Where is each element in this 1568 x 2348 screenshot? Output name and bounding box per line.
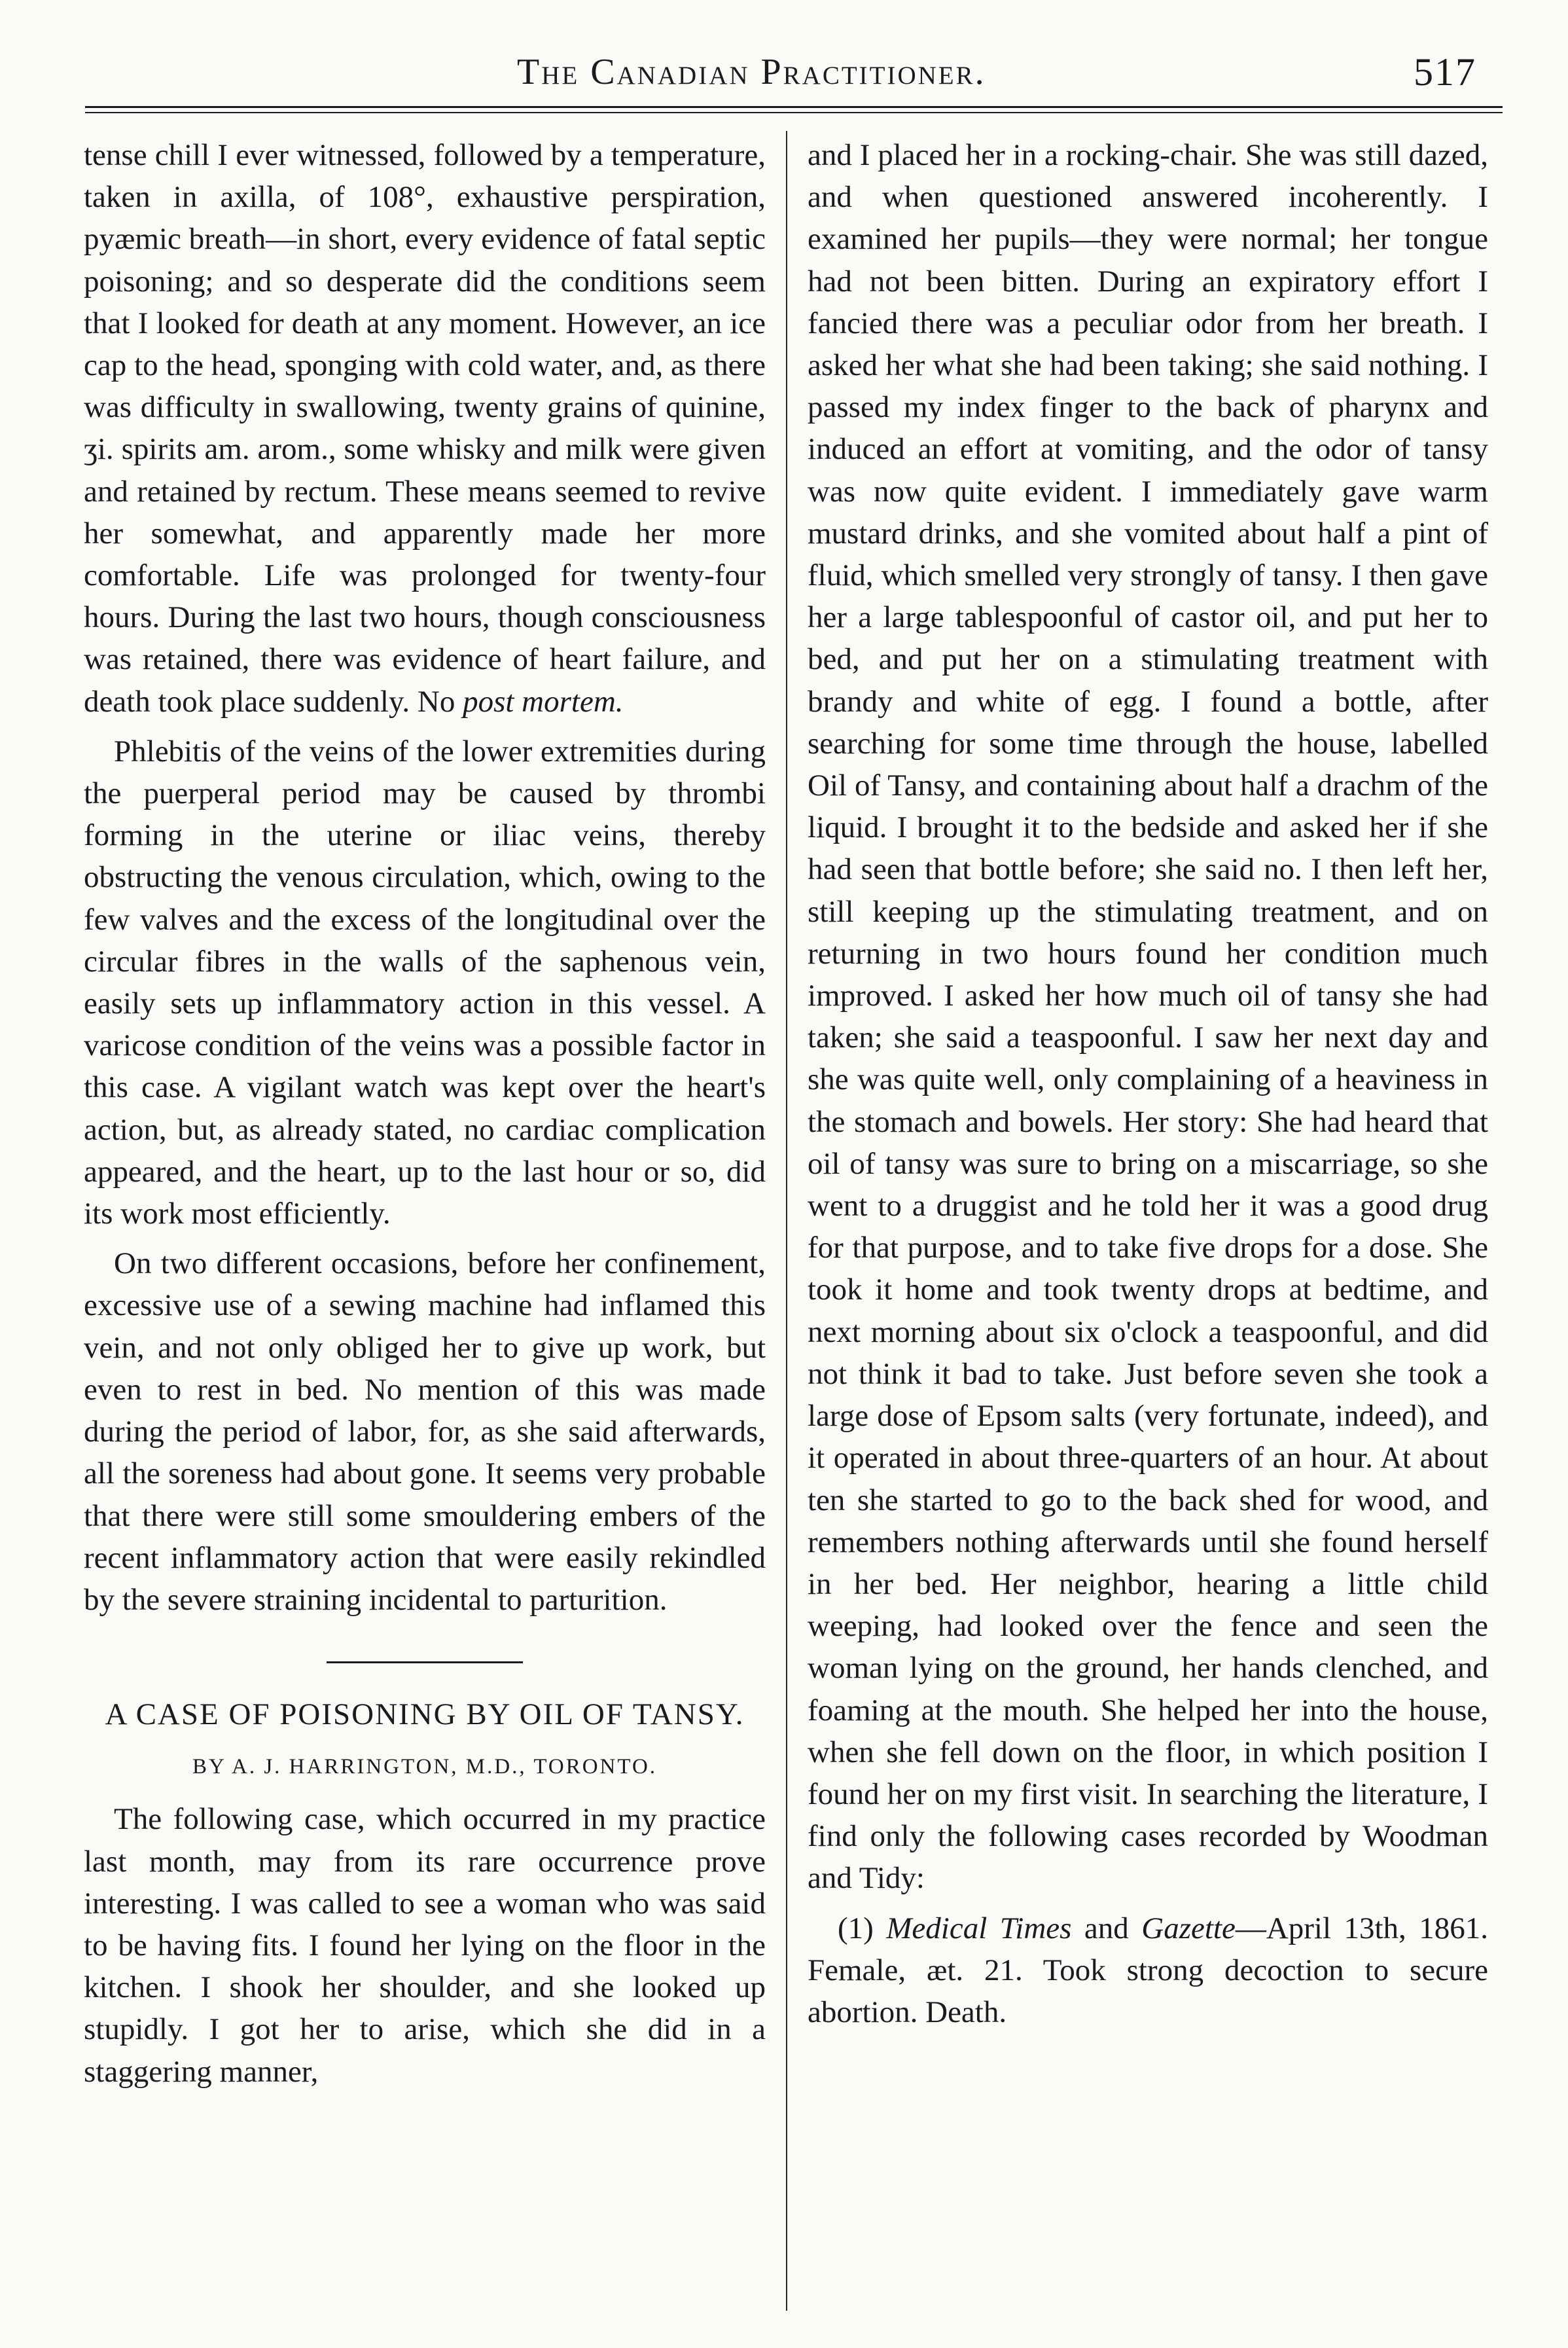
paragraph-text: tense chill I ever witnessed, followed by a temperature, taken in axilla, of 108°, exhaustive perspiration, pyæmic breath—in short, every evidence of fatal septic poisoning; and so desperate did the conditions seem that I looked for death at any moment. However, an ice cap to the head, sponging with cold water, and, as there was difficulty in swallowing, twenty grains of quinine, ʒi. spirits am. arom., some whisky and milk were given and retained by rectum. These means seemed to revive her somewhat, and apparently made her more comfortable. Life was prolonged for twenty-four hours. During the last two hours, though consciousness was retained, there was evidence of heart failure, and death took place suddenly. No xyxy=(84,138,766,719)
paragraph: Phlebitis of the veins of the lower extremities during the puerperal period may be caused by thrombi forming in the uterine or iliac veins, thereby obstructing the venous circulation, which, owing to the few valves and the excess of the longitudinal over the circular fibres in the walls of the saphenous vein, easily sets up inflammatory action in this vessel. A varicose condition of the veins was a possible factor in this case. A vigilant watch was kept over the heart's action, but, as already stated, no cardiac complication appeared, and the heart, up to the last hour or so, did its work most efficiently. xyxy=(84,734,766,1231)
column-divider xyxy=(786,131,787,2311)
paragraph: and I placed her in a rocking-chair. She was still dazed, and when questioned answered incoherently. I examined her pupils—they were normal; her tongue had not been bitten. During an expiratory effort I fancied there was a peculiar odor from her breath. I asked her what she had been taking; she said nothing. I passed my index finger to the back of pharynx and induced an effort at vomiting, and the odor of tansy was now quite evident. I immediately gave warm mustard drinks, and she vomited about half a pint of fluid, which smelled very strongly of tansy. I then gave her a large tablespoonful of castor oil, and put her to bed, and put her on a stimulating treatment with brandy and white of egg. I found a bottle, after searching for some time through the house, labelled Oil of Tansy, and containing about half a drachm of the liquid. I brought it to the bedside and asked her if she had seen that bottle before; she said no. I then left her, still keeping up the stimulating treatment, and on returning in two hours found her condition much improved. I asked her how much oil of tansy she had taken; she said a teaspoonful. I saw her next day and she was quite well, only complaining of a heaviness in the stomach and bowels. Her story: She had heard that oil of tansy was sure to bring on a miscarriage, so she went to a druggist and he told her it was a good drug for that purpose, and to take five drops for a dose. She took it home and took twenty drops at bedtime, and next morning about six o'clock a teaspoonful, and did not think it bad to take. Just before seven she took a large dose of Epsom salts (very fortunate, indeed), and it operated in about three-quarters of an hour. At about ten she started to go to the back shed for wood, and remembers nothing afterwards until she found herself in her bed. Her neighbor, hearing a little child weeping, had looked over the fence and seen the woman lying on the ground, her hands clenched, and foaming at the mouth. She helped her into the house, when she fell down on the floor, in which position I found her on my first visit. In searching the literature, I find only the following cases recorded by Woodman and Tidy: xyxy=(808,138,1488,1896)
section-rule xyxy=(327,1661,523,1663)
left-column xyxy=(84,134,766,2093)
running-title: The Canadian Practitioner. xyxy=(517,52,986,92)
case-text: —April 13th, 1861. Female, æt. 21. Took strong decoction to secure abortion. Death. xyxy=(808,1911,1489,2029)
journal-name: Medical Times xyxy=(886,1911,1072,1945)
paragraph xyxy=(84,134,766,723)
header-rule xyxy=(85,106,1503,108)
right-column xyxy=(808,134,1488,2033)
case-number: (1) xyxy=(838,1911,874,1945)
journal-name: Gazette xyxy=(1141,1911,1236,1945)
page-header xyxy=(85,26,1503,111)
header-rule-thin xyxy=(85,112,1503,113)
article-title: A CASE OF POISONING BY OIL OF TANSY. xyxy=(105,1697,745,1732)
italic-text: post mortem. xyxy=(463,684,624,719)
page-number: 517 xyxy=(1414,50,1476,94)
paragraph: On two different occasions, before her confinement, excessive use of a sewing machine had inflamed this vein, and not only obliged her to give up work, but even to rest in bed. No mention of this was made during the period of labor, for, as she said afterwards, all the soreness had about gone. It seems very probable that there were still some smouldering embers of the recent inflammatory action that were easily rekindled by the severe straining incidental to parturition. xyxy=(84,1246,766,1617)
paragraph: The following case, which occurred in my practice last month, may from its rare occurrence prove interesting. I was called to see a woman who was said to be having fits. I found her lying on the floor in the kitchen. I shook her shoulder, and she looked up stupidly. I got her to arise, which she did in a staggering manner, xyxy=(84,1802,766,2089)
conjunction: and xyxy=(1084,1911,1129,1945)
case-entry xyxy=(808,1907,1488,2034)
byline: BY A. J. HARRINGTON, M.D., TORONTO. xyxy=(192,1755,658,1779)
